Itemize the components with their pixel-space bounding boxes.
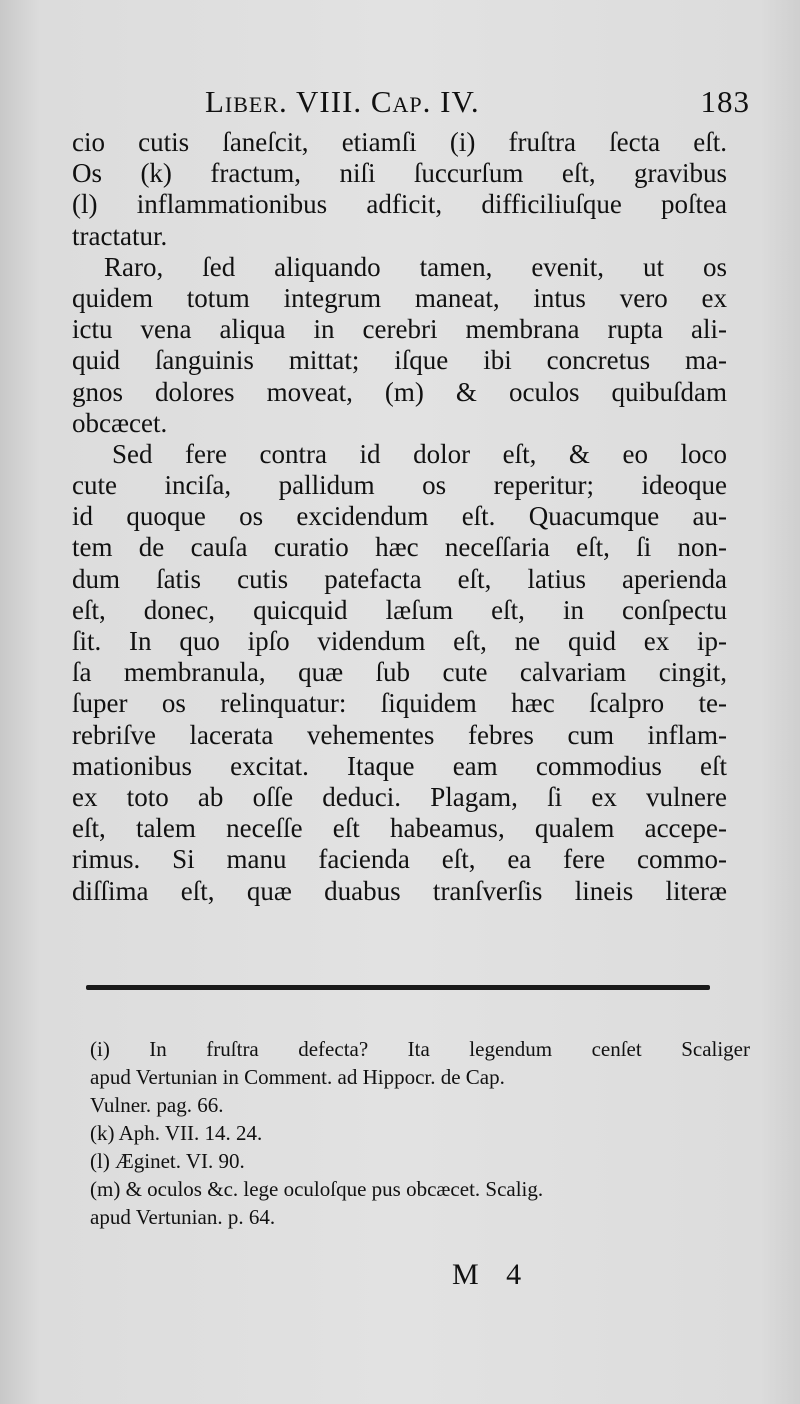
footnote-line: (i) In fruſtra defecta? Ita legendum cenſet Scaliger: [90, 1037, 750, 1061]
text-line: ſit. In quo ipſo videndum eſt, ne quid ex ip-: [72, 626, 727, 656]
footnotes: [90, 1035, 750, 1231]
text-line: Raro, ſed aliquando tamen, evenit, ut os: [104, 251, 727, 282]
text-line: diſſima eſt, quæ duabus tranſverſis lineis literæ: [72, 875, 727, 906]
text-line: rebriſve lacerata vehementes febres cum inflam-: [72, 719, 727, 750]
footnote-line: Vulner. pag. 66.: [90, 1093, 224, 1117]
text-line: dum ſatis cutis patefacta eſt, latius aperienda: [72, 563, 727, 594]
footnote-line: (k) Aph. VII. 14. 24.: [90, 1121, 263, 1145]
text-line: tractatur.: [72, 220, 168, 251]
footnote-line: (l) Æginet. VI. 90.: [90, 1149, 245, 1173]
text-line: cute inciſa, pallidum os reperitur; ideoque: [72, 470, 727, 501]
footnote-rule: [86, 985, 710, 990]
text-line: eſt, donec, quicquid læſum eſt, in conſpectu: [72, 594, 727, 625]
text-line: quid ſanguinis mittat; iſque ibi concretus ma-: [72, 345, 727, 376]
text-line: (l) inflammationibus adficit, difficiliuſque poſtea: [72, 189, 727, 220]
text-line: mationibus excitat. Itaque eam commodius eſt: [72, 750, 727, 781]
page-number: 183: [700, 84, 750, 119]
text-line: eſt, talem neceſſe eſt habeamus, qualem accepe-: [72, 813, 727, 844]
text-line: ex toto ab oſſe deduci. Plagam, ſi ex vulnere: [72, 781, 727, 812]
footnote-line: (m) & oculos &c. lege oculoſque pus obcæcet. Scalig.: [90, 1177, 544, 1201]
text-line: gnos dolores moveat, (m) & oculos quibuſdam: [72, 376, 727, 407]
signature-mark: M 4: [452, 1258, 532, 1291]
text-line: ſuper os relinquatur: ſiquidem hæc ſcalpro te-: [72, 688, 727, 719]
page-header: [205, 84, 750, 124]
text-line: cio cutis ſaneſcit, etiamſi (i) fruſtra ſecta eſt.: [72, 127, 727, 157]
text-line: Sed fere contra id dolor eſt, & eo loco: [112, 438, 727, 469]
running-head: Liber. VIII. Cap. IV.: [205, 84, 480, 119]
text-line: tem de cauſa curatio hæc neceſſaria eſt, ſi non-: [72, 532, 727, 563]
text-line: ſa membranula, quæ ſub cute calvariam cingit,: [72, 657, 727, 688]
text-line: Os (k) fractum, niſi ſuccurſum eſt, gravibus: [72, 158, 727, 189]
text-line: quidem totum integrum maneat, intus vero ex: [72, 282, 727, 313]
text-line: ictu vena aliqua in cerebri membrana rupta ali-: [72, 314, 727, 345]
footnote-line: apud Vertunian in Comment. ad Hippocr. de Cap.: [90, 1065, 505, 1089]
text-line: id quoque os excidendum eſt. Quacumque au-: [72, 501, 727, 532]
text-line: obcæcet.: [72, 407, 168, 438]
footnote-line: apud Vertunian. p. 64.: [90, 1205, 276, 1229]
main-text: [72, 127, 727, 907]
text-line: rimus. Si manu facienda eſt, ea fere commo-: [72, 844, 727, 875]
